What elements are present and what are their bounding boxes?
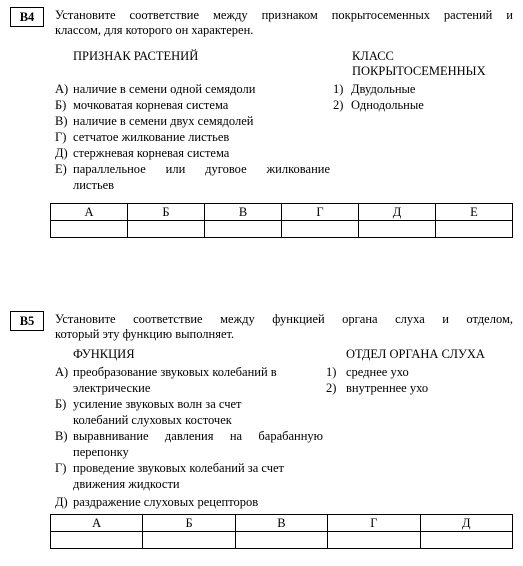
item-marker: В) [55, 429, 68, 443]
b5-section-1 [326, 364, 516, 380]
b4-feature-a [55, 81, 330, 97]
b5-function-v [55, 428, 323, 460]
item-text: наличие в семени двух семядолей [73, 114, 254, 128]
b5-answer-table [50, 514, 513, 549]
item-marker: А) [55, 82, 69, 96]
task-b4-statement [55, 8, 513, 38]
table-header-row [51, 515, 513, 532]
item-marker: Д) [55, 146, 68, 160]
table-header-row [51, 204, 513, 221]
b5-function-d [55, 494, 323, 510]
item-text: среднее ухо [346, 365, 409, 379]
item-text: мочковатая корневая система [73, 98, 229, 112]
b4-feature-header: ПРИЗНАК РАСТЕНИЙ [73, 49, 199, 63]
b4-class-2 [333, 97, 513, 113]
b4-feature-g [55, 129, 330, 145]
item-text: сетчатое жилкование листьев [73, 130, 230, 144]
answer-cell[interactable] [359, 221, 436, 238]
answer-cell[interactable] [328, 532, 420, 549]
answer-cell[interactable] [235, 532, 327, 549]
item-text: электрические [73, 381, 151, 395]
item-marker: 2) [326, 381, 337, 395]
b5-function-b [55, 396, 323, 428]
statement-line: Установите соответствие между признаком покрытосеменных растений и [55, 8, 513, 22]
item-marker: Б) [55, 98, 67, 112]
statement-line: Установите соответствие между функцией органа слуха и отделом, [55, 312, 513, 326]
answer-cell[interactable] [205, 221, 282, 238]
item-text: наличие в семени одной семядоли [73, 82, 256, 96]
b4-feature-e [55, 161, 330, 193]
b5-function-header: ФУНКЦИЯ [73, 347, 135, 361]
item-marker: Г) [55, 461, 67, 475]
item-text: Однодольные [351, 98, 424, 112]
answer-cell[interactable] [420, 532, 512, 549]
item-marker: Г) [55, 130, 67, 144]
item-text: проведение звуковых колебаний за счет [73, 461, 285, 475]
item-text: движения жидкости [73, 477, 180, 491]
item-marker: Е) [55, 162, 67, 176]
answer-cell[interactable] [282, 221, 359, 238]
item-text: стержневая корневая система [73, 146, 230, 160]
answer-cell[interactable] [436, 221, 513, 238]
item-text: усиление звуковых волн за счет [73, 397, 242, 411]
item-marker: 2) [333, 98, 344, 112]
task-b4-badge: В4 [10, 7, 44, 27]
statement-line: который эту функцию выполняет. [55, 327, 235, 341]
column-header: Б [143, 515, 235, 532]
column-header: Е [436, 204, 513, 221]
column-header: Г [328, 515, 420, 532]
b5-section-header: ОТДЕЛ ОРГАНА СЛУХА [346, 347, 485, 361]
item-text: перепонку [73, 445, 129, 459]
statement-line: классом, для которого он характерен. [55, 23, 254, 37]
item-text: колебаний слуховых косточек [73, 413, 232, 427]
column-header: Д [420, 515, 512, 532]
task-b5-statement [55, 312, 513, 342]
item-marker: Д) [55, 495, 68, 509]
answer-cell[interactable] [51, 532, 143, 549]
item-text: внутреннее ухо [346, 381, 429, 395]
answer-row [51, 221, 513, 238]
b4-class-header [352, 49, 486, 79]
header-line: КЛАСС [352, 49, 394, 63]
b4-feature-v [55, 113, 330, 129]
item-text: преобразование звуковых колебаний в [73, 365, 277, 379]
b5-function-g [55, 460, 323, 492]
item-text: раздражение слуховых рецепторов [73, 495, 259, 509]
b4-class-1 [333, 81, 513, 97]
item-marker: Б) [55, 397, 67, 411]
b4-answer-table [50, 203, 513, 238]
header-line: ПОКРЫТОСЕМЕННЫХ [352, 64, 486, 78]
answer-cell[interactable] [143, 532, 235, 549]
answer-row [51, 532, 513, 549]
item-text: листьев [73, 178, 115, 192]
item-marker: В) [55, 114, 68, 128]
item-text: Двудольные [351, 82, 416, 96]
answer-cell[interactable] [51, 221, 128, 238]
column-header: Б [128, 204, 205, 221]
column-header: Г [282, 204, 359, 221]
column-header: А [51, 204, 128, 221]
column-header: Д [359, 204, 436, 221]
column-header: В [235, 515, 327, 532]
b5-section-2 [326, 380, 516, 396]
item-text: выравнивание давления на барабанную [73, 429, 323, 443]
answer-cell[interactable] [128, 221, 205, 238]
b5-function-a [55, 364, 323, 396]
item-text: параллельное или дуговое жилкование [73, 162, 330, 176]
item-marker: 1) [333, 82, 344, 96]
task-b5-badge: В5 [10, 311, 44, 331]
item-marker: 1) [326, 365, 337, 379]
column-header: В [205, 204, 282, 221]
item-marker: А) [55, 365, 69, 379]
column-header: А [51, 515, 143, 532]
b4-feature-d [55, 145, 330, 161]
b4-feature-b [55, 97, 330, 113]
